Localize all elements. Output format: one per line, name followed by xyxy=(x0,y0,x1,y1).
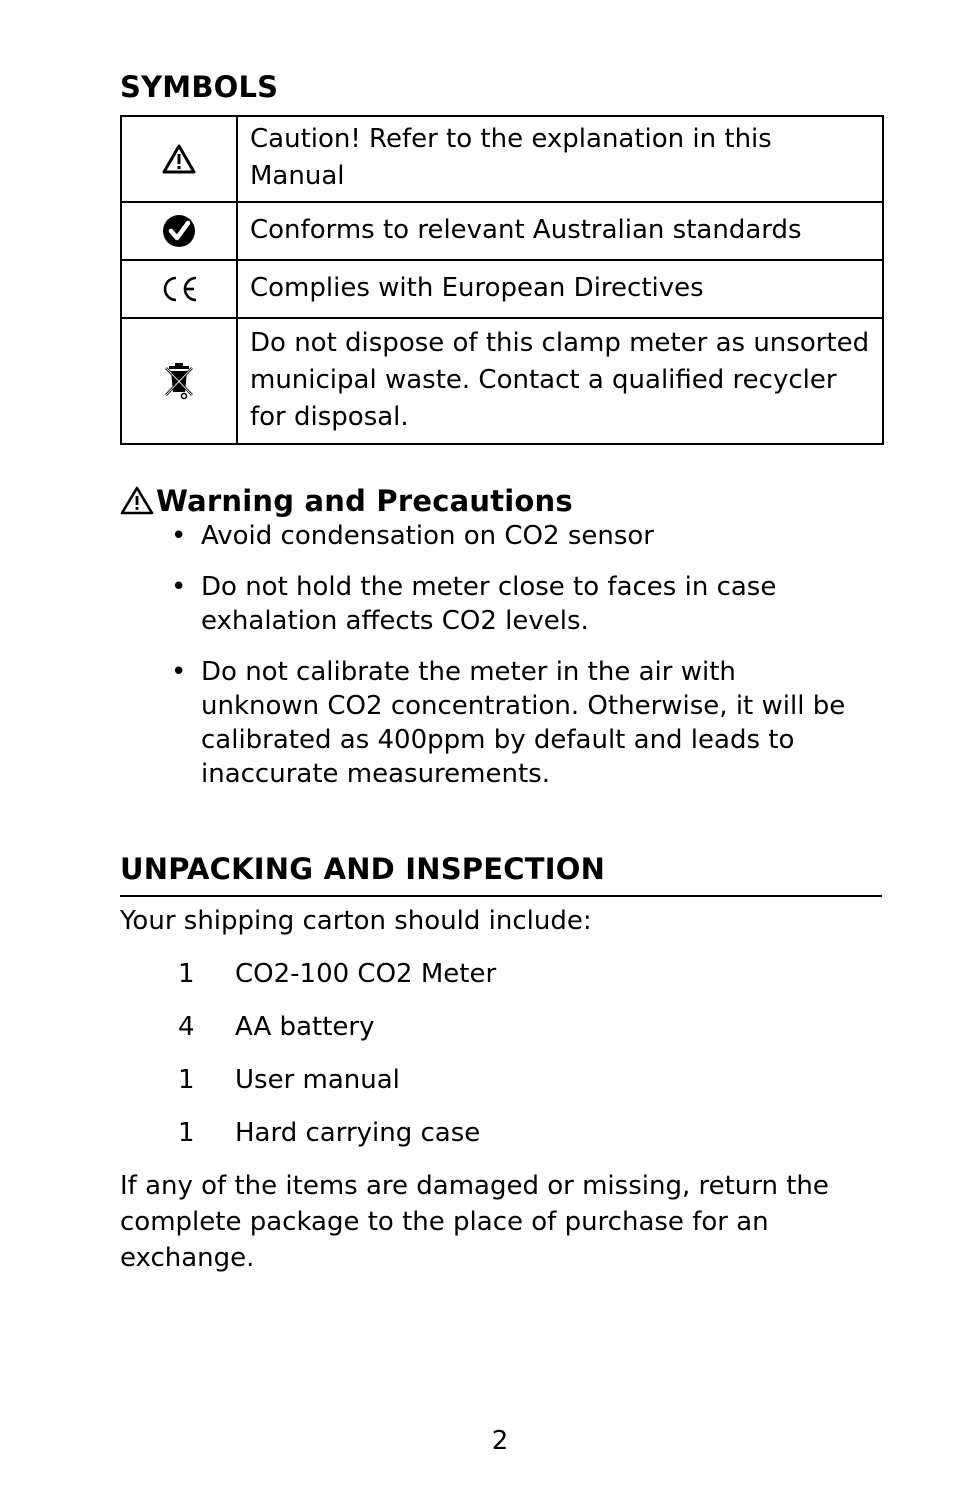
symbol-row-caution xyxy=(121,116,883,202)
warnings-list xyxy=(171,519,851,791)
caution-triangle-icon xyxy=(120,486,154,516)
item-name: AA battery xyxy=(235,1012,375,1042)
bullet: • xyxy=(171,572,187,602)
warnings-heading: Warning and Precautions xyxy=(156,484,573,518)
symbols-table xyxy=(120,115,884,445)
symbol-row-weee xyxy=(121,318,883,444)
list-item: • Avoid condensation on CO2 sensor xyxy=(171,521,654,551)
list-item: • Do not calibrate the meter in the air with unknown CO2 concentration. Otherwise, it will be calibrated as 400ppm by default and leads to inaccurate measurements. xyxy=(171,657,846,789)
symbol-row-ce xyxy=(121,260,883,318)
symbol-description: Caution! Refer to the explanation in this Manual xyxy=(237,116,883,202)
symbol-description: Complies with European Directives xyxy=(237,260,883,318)
rcm-tick-mark-icon xyxy=(162,214,196,248)
bullet: • xyxy=(171,521,187,551)
bullet: • xyxy=(171,657,187,687)
section-divider xyxy=(120,895,882,897)
item-quantity: 1 xyxy=(178,959,195,989)
warnings-heading-row xyxy=(120,484,573,518)
caution-triangle-icon xyxy=(162,143,196,175)
unpacking-intro: Your shipping carton should include: xyxy=(120,906,592,936)
item-name: Hard carrying case xyxy=(235,1118,481,1148)
unpacking-heading: UNPACKING AND INSPECTION xyxy=(120,852,606,886)
item-quantity: 1 xyxy=(178,1118,195,1148)
symbols-heading: SYMBOLS xyxy=(120,70,279,104)
list-item: • Do not hold the meter close to faces in case exhalation affects CO2 levels. xyxy=(171,572,777,636)
ce-mark-icon xyxy=(159,275,199,303)
item-quantity: 4 xyxy=(178,1012,195,1042)
item-name: User manual xyxy=(235,1065,400,1095)
unpacking-closing: If any of the items are damaged or missing, return the complete package to the place of purchase for an exchange. xyxy=(120,1171,829,1273)
item-name: CO2-100 CO2 Meter xyxy=(235,959,497,989)
symbol-description: Conforms to relevant Australian standards xyxy=(237,202,883,260)
crossed-bin-icon xyxy=(164,361,194,401)
item-quantity: 1 xyxy=(178,1065,195,1095)
symbol-row-rcm xyxy=(121,202,883,260)
page-number: 2 xyxy=(491,1426,509,1456)
symbol-description: Do not dispose of this clamp meter as unsorted municipal waste. Contact a qualified recycler for disposal. xyxy=(237,318,883,444)
